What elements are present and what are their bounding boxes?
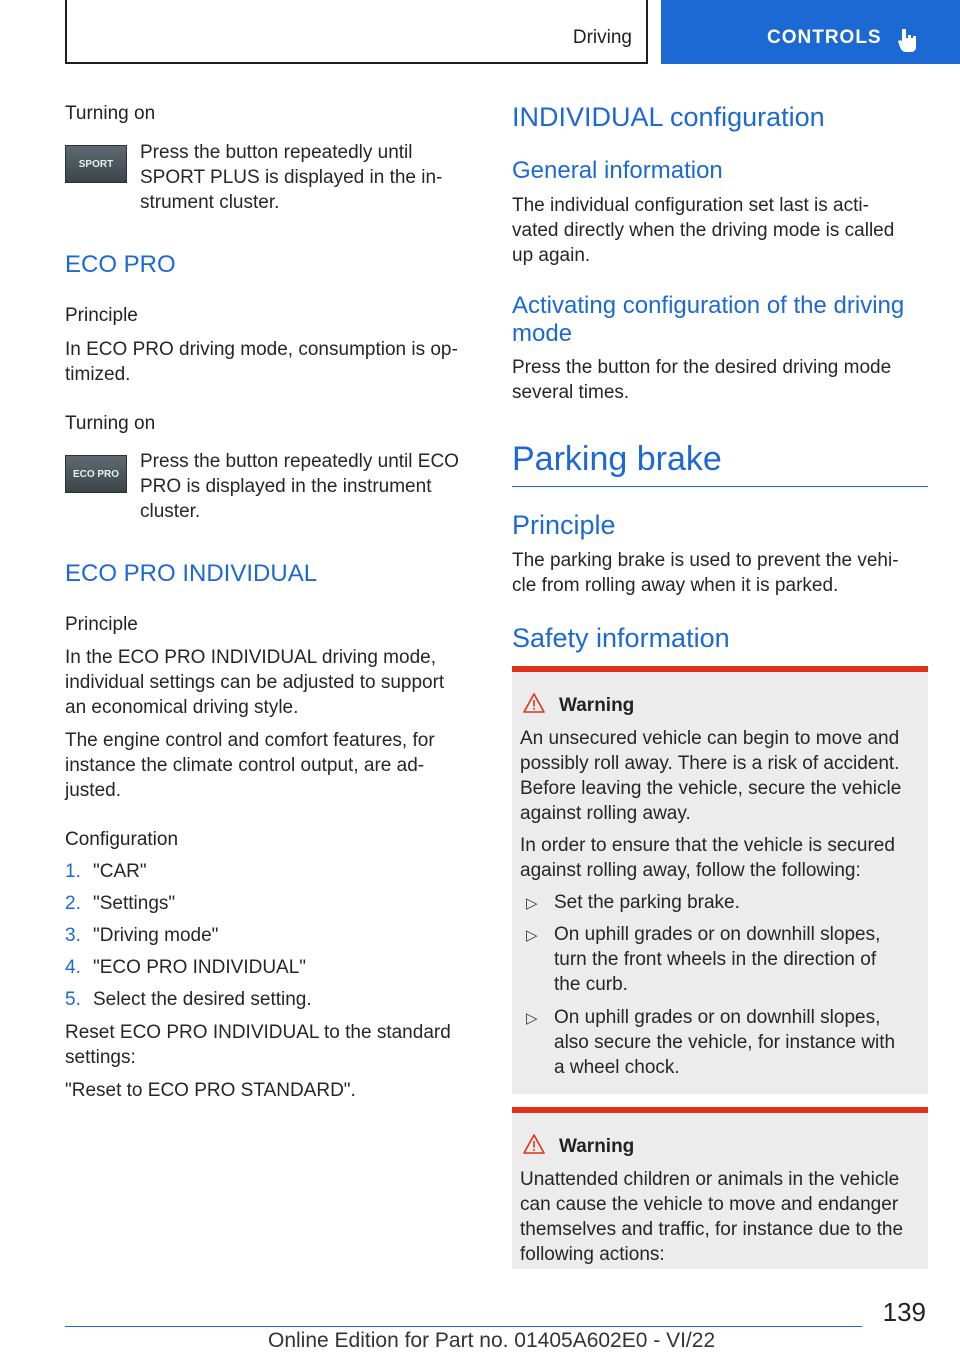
- step-number: 5.: [65, 989, 81, 1010]
- parking-brake-heading: Parking brake: [512, 440, 722, 478]
- chapter-title: CONTROLS: [767, 27, 882, 48]
- warning-text: In order to ensure that the vehicle is secured against rolling away, follow the following:: [520, 835, 895, 881]
- footer-divider: [65, 1326, 862, 1327]
- eco-individual-principle: In the ECO PRO INDIVIDUAL driving mode, individual settings can be adjusted to support an economical driving style.: [65, 647, 445, 718]
- warning-text: Unattended children or animals in the vehicle can cause the vehicle to move and endanger themselves and traffic, for instance due to the following actions:: [520, 1169, 904, 1265]
- principle-heading: Principle: [512, 510, 616, 540]
- eco-pro-button-image: ECO PRO: [65, 455, 127, 493]
- step-number: 3.: [65, 925, 81, 946]
- step-text: "CAR": [93, 861, 147, 882]
- bullet-arrow-icon: ▷: [526, 1010, 538, 1027]
- step-number: 2.: [65, 893, 81, 914]
- activating-configuration-heading: Activating configuration of the driving mode: [512, 292, 905, 347]
- warning-box: [512, 666, 928, 1094]
- bullet-item: Set the parking brake.: [554, 892, 740, 913]
- warning-bar: [512, 666, 928, 672]
- chapter-tab[interactable]: [661, 0, 960, 64]
- turning-on-subheading: Turning on: [65, 103, 156, 124]
- step-text: "Driving mode": [93, 925, 219, 946]
- step-number: 1.: [65, 861, 81, 882]
- section-title: Driving: [572, 27, 632, 48]
- header-section-box: [65, 0, 648, 64]
- bullet-item: On uphill grades or on downhill slopes, also secure the vehicle, for instance with a wheel chock.: [554, 1007, 896, 1078]
- edition-note: Online Edition for Part no. 01405A602E0 - VI/22: [268, 1329, 716, 1352]
- eco-pro-instruction: Press the button repeatedly until ECO PRO is displayed in the instrument cluster.: [140, 451, 459, 522]
- warning-bar: [512, 1107, 928, 1113]
- page-number: 139: [882, 1297, 926, 1327]
- section-divider: [512, 486, 928, 487]
- eco-individual-details: The engine control and comfort features, for instance the climate control output, are ad- justed.: [65, 730, 435, 801]
- step-text: "Settings": [93, 893, 176, 914]
- step-number: 4.: [65, 957, 81, 978]
- principle-subheading: Principle: [65, 614, 138, 635]
- bullet-arrow-icon: ▷: [526, 895, 538, 912]
- reset-instruction: Reset ECO PRO INDIVIDUAL to the standard settings:: [65, 1022, 451, 1068]
- configuration-subheading: Configuration: [65, 829, 179, 850]
- principle-subheading: Principle: [65, 305, 138, 326]
- hand-pointer-icon: [897, 27, 919, 53]
- general-information-heading: General information: [512, 157, 723, 184]
- turning-on-subheading: Turning on: [65, 413, 156, 434]
- eco-pro-individual-heading: ECO PRO INDIVIDUAL: [65, 560, 318, 587]
- activating-configuration-text: Press the button for the desired driving mode several times.: [512, 357, 892, 403]
- bullet-item: On uphill grades or on downhill slopes, turn the front wheels in the direction of the curb.: [554, 924, 881, 995]
- sport-button-image: SPORT: [65, 145, 127, 183]
- warning-triangle-icon: [523, 693, 545, 713]
- warning-box: [512, 1107, 928, 1269]
- eco-pro-heading: ECO PRO: [65, 251, 176, 278]
- eco-pro-principle: In ECO PRO driving mode, consumption is op- timized.: [65, 339, 458, 385]
- reset-value: "Reset to ECO PRO STANDARD".: [65, 1080, 356, 1101]
- warning-triangle-icon: [523, 1134, 545, 1154]
- warning-title: Warning: [559, 1136, 635, 1157]
- sport-instruction: Press the button repeatedly until SPORT PLUS is displayed in the in- strument cluster.: [140, 142, 443, 213]
- bullet-arrow-icon: ▷: [526, 927, 538, 944]
- warning-title: Warning: [559, 695, 635, 716]
- principle-text: The parking brake is used to prevent the vehi- cle from rolling away when it is parked.: [512, 550, 899, 596]
- step-text: Select the desired setting.: [93, 989, 312, 1010]
- safety-information-heading: Safety information: [512, 623, 730, 653]
- warning-text: An unsecured vehicle can begin to move and possibly roll away. There is a risk of accident. Before leaving the vehicle, secure the vehicle against rolling away.: [520, 728, 902, 824]
- general-information-text: The individual configuration set last is acti- vated directly when the driving mode is called up again.: [512, 195, 895, 266]
- step-text: "ECO PRO INDIVIDUAL": [93, 957, 307, 978]
- individual-configuration-heading: INDIVIDUAL configuration: [512, 102, 825, 132]
